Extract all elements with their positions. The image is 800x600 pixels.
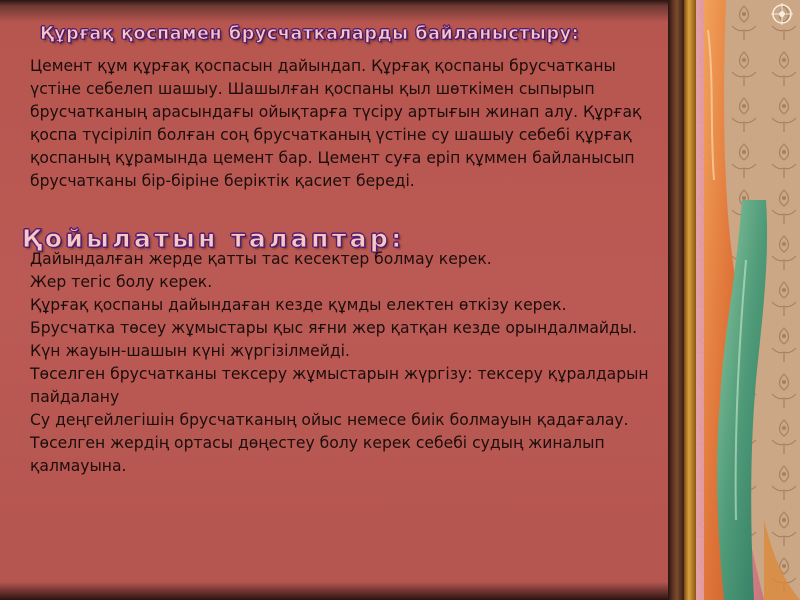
list-item: Күн жауын-шашын күні жүргізілмейді. <box>30 342 350 360</box>
list-item: Дайындалған жерде қатты тас кесектер болмау керек. <box>30 250 492 268</box>
section-heading-joining: Құрғақ қоспамен брусчаткаларды байланыстыру: <box>40 24 580 44</box>
section-heading-requirements: Қойылатын талаптар: <box>22 224 405 253</box>
list-item: Су деңгейлегішін брусчатканың ойыс немесе биік болмауын қадағалау. <box>30 411 629 429</box>
list-item: Брусчатка төсеу жұмыстары қыс яғни жер қатқан кезде орындалмайды. <box>30 319 638 337</box>
panel-divider <box>668 0 684 600</box>
list-item: Құрғақ қоспаны дайындаған кезде құмды електен өткізу керек. <box>30 296 567 314</box>
list-item: Жер тегіс болу керек. <box>30 273 213 291</box>
requirements-list <box>30 248 658 478</box>
joining-description: Цемент құм құрғақ қоспасын дайындап. Құрғақ қоспаны брусчатканы үстіне себелеп шашыу. Шашылған қоспаны қыл шөткімен сыпырып брусчатканың арасындағы ойықтарға түсіру артығын жинап алу. Құрғақ қоспа түсіріліп болған соң брусчатканың үстіне су шашыу себебі құрғақ қоспаның құрамында цемент бар. Цемент суға еріп құммен байланысып брусчатканы бір-біріне беріктік қасиет береді. <box>30 57 642 190</box>
list-item: Төселген жердің ортасы дөңестеу болу керек себебі судың жиналып қалмауына. <box>30 434 605 475</box>
list-item: Төселген брусчатканы тексеру жұмыстарын жүргізу: тексеру құралдарын пайдалану <box>30 365 649 406</box>
decorative-side-panel <box>684 0 800 600</box>
decorative-ribbons <box>684 0 800 600</box>
